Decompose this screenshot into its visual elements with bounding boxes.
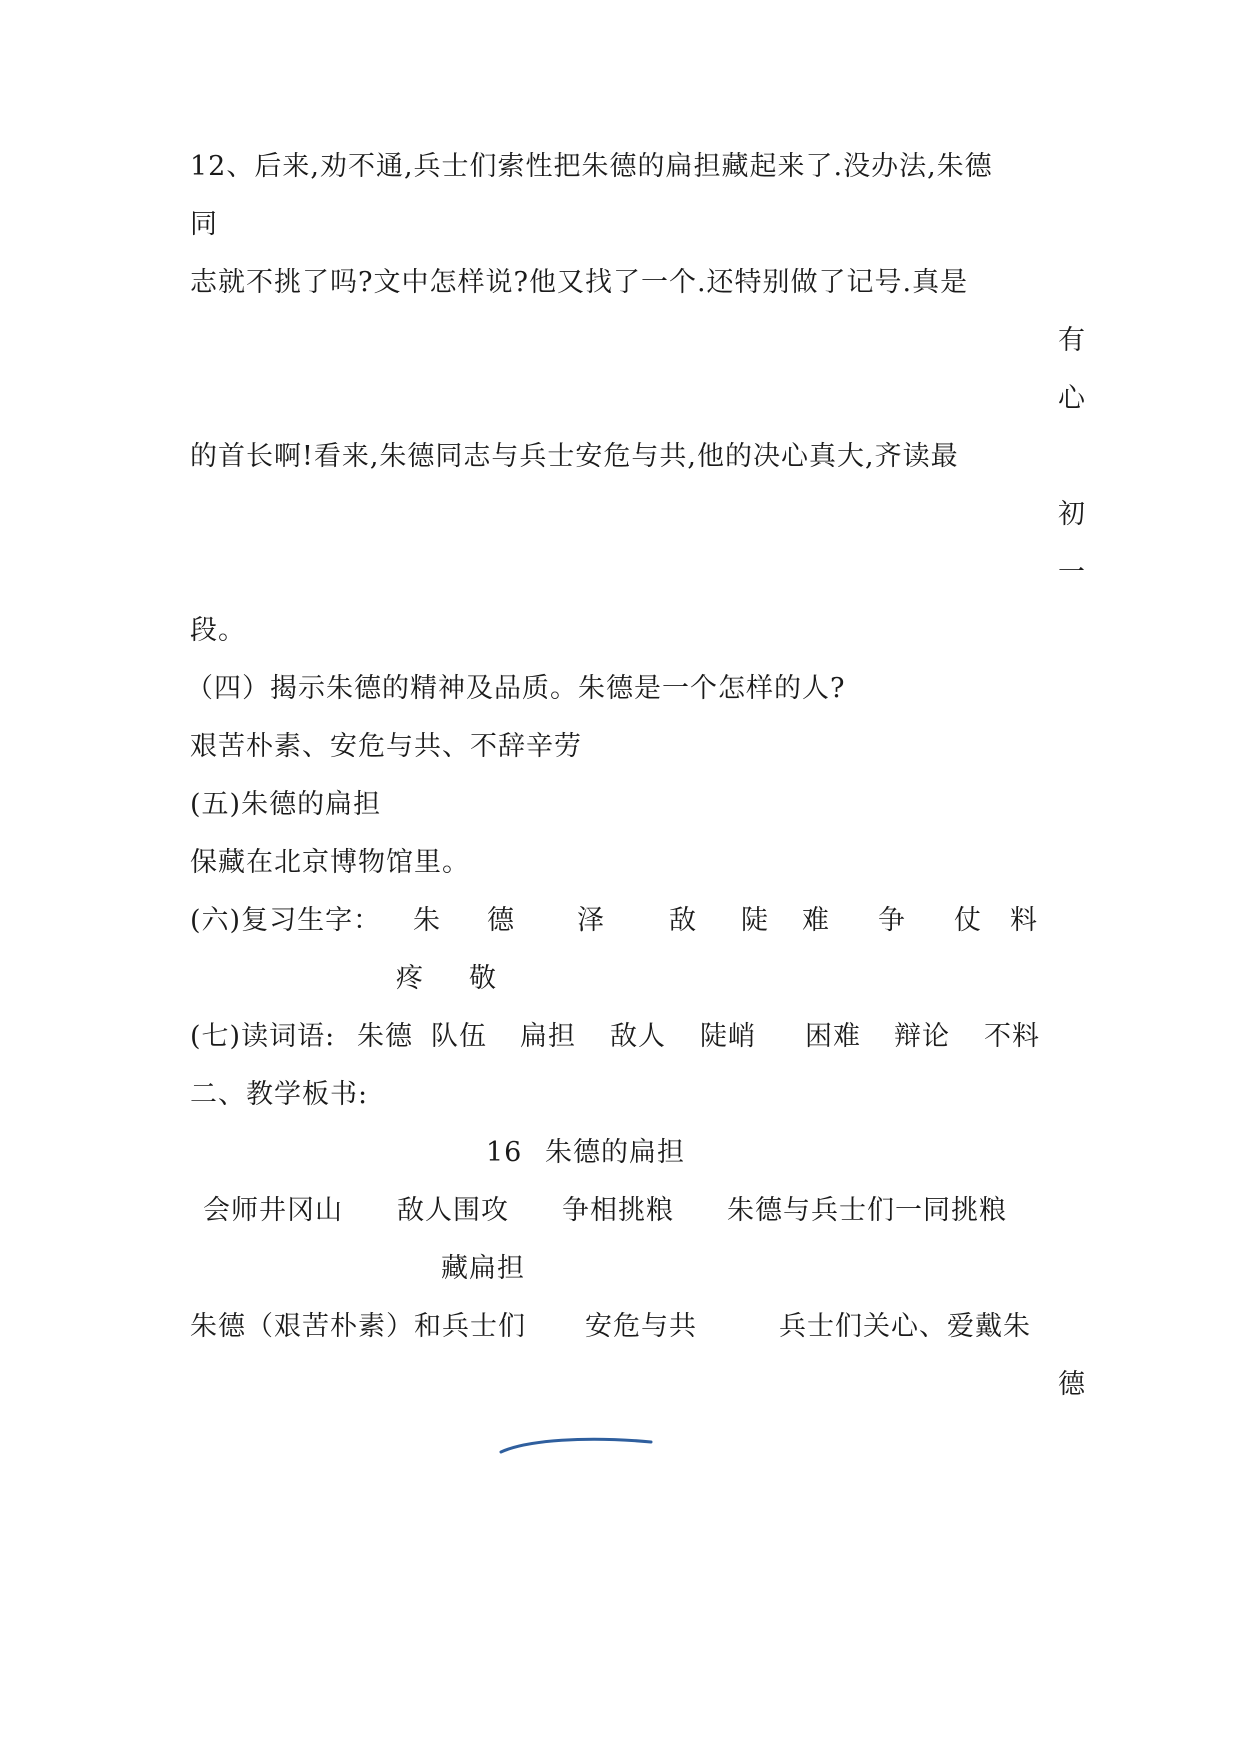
para12-right-char-4: 一 [1058,557,1085,588]
word-kunnan: 困难 [805,1021,861,1052]
para12-line3: 志就不挑了吗?文中怎样说?他又找了一个.还特别做了记号.真是 [190,267,969,298]
char-teng: 疼 [396,963,424,994]
word-diren: 敌人 [610,1021,666,1052]
section6-label: (六)复习生字： [190,905,382,936]
word-biandan: 扁担 [520,1021,576,1052]
char-jing: 敬 [469,963,497,994]
word-zhude: 朱德 [357,1021,413,1052]
para12-right-char-3: 初 [1058,499,1085,530]
word-bianlun: 辩论 [894,1021,950,1052]
char-ze: 泽 [577,905,605,936]
char-nan: 难 [802,905,830,936]
board-item-weigong: 敌人围攻 [397,1195,509,1226]
section4-heading: （四）揭示朱德的精神及品质。朱德是一个怎样的人? [186,673,846,704]
board-item-aidai: 兵士们关心、爱戴朱 [779,1311,1031,1342]
para12-line2: 同 [190,209,218,240]
char-zhang: 仗 [954,905,982,936]
char-de: 德 [487,905,515,936]
board-item-huishi: 会师井冈山 [203,1195,343,1226]
board-title-text: 朱德的扁担 [545,1137,685,1168]
para12-line4: 的首长啊!看来,朱德同志与兵士安危与共,他的决心真大,齐读最 [190,441,959,472]
board-item-tiaoliang: 争相挑粮 [562,1195,674,1226]
para12-right-char-1: 有 [1058,325,1085,356]
board-title-number: 16 [486,1137,523,1168]
board-item-cangbiandan: 藏扁担 [441,1253,525,1284]
board-item-yitong: 朱德与兵士们一同挑粮 [727,1195,1007,1226]
board-item-anwei: 安危与共 [585,1311,697,1342]
char-zhu: 朱 [413,905,441,936]
board-right-char: 德 [1058,1369,1085,1400]
section5-answer: 保藏在北京博物馆里。 [190,847,470,878]
para12-right-char-2: 心 [1058,383,1085,414]
word-buliao: 不料 [984,1021,1040,1052]
word-douqiao: 陡峭 [700,1021,756,1052]
char-liao: 料 [1010,905,1038,936]
char-zheng: 争 [878,905,906,936]
para12-line1: 12、后来,劝不通,兵士们索性把朱德的扁担藏起来了.没办法,朱德 [190,151,993,182]
section5-heading: (五)朱德的扁担 [190,789,382,820]
para12-line5: 段。 [190,615,246,646]
char-dou: 陡 [741,905,769,936]
handwritten-stroke [497,1430,657,1460]
section7-label: (七)读词语: [190,1021,336,1052]
word-duiwu: 队伍 [431,1021,487,1052]
board-heading: 二、教学板书: [190,1079,369,1110]
char-di: 敌 [669,905,697,936]
section4-answer: 艰苦朴素、安危与共、不辞辛劳 [190,731,582,762]
board-item-jianku: 朱德（艰苦朴素）和兵士们 [190,1311,526,1342]
